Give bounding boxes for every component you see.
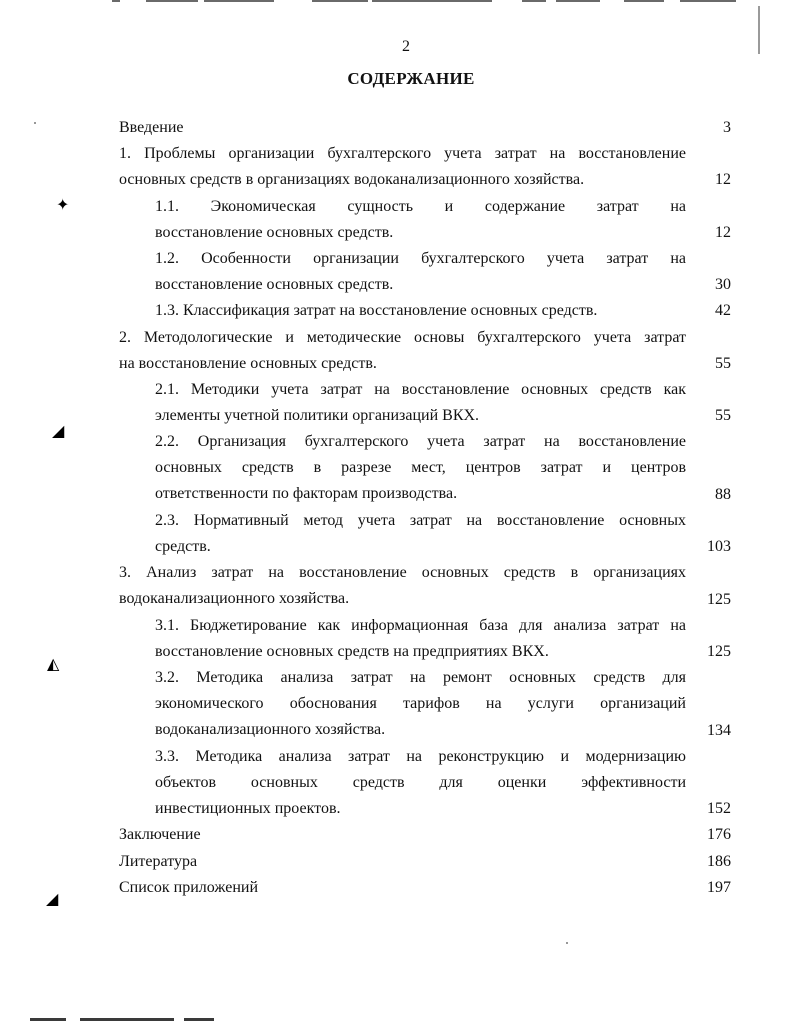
scan-edge-line [312, 0, 368, 2]
toc-entry-text: водоканализационного хозяйства. [155, 721, 386, 739]
toc-entry [119, 325, 686, 377]
toc-entry [155, 744, 686, 822]
toc-entry-text: 3.2. Методика анализа затрат на ремонт основных средств для [155, 669, 686, 687]
toc-entry-text: Заключение [119, 826, 201, 844]
toc-entry-text: 3. Анализ затрат на восстановление основных средств в организациях [119, 564, 686, 582]
toc-page-number: 103 [707, 538, 731, 556]
toc-page-number: 88 [715, 485, 731, 503]
scan-edge-line [624, 0, 664, 2]
toc-entry [119, 560, 686, 612]
scan-edge-line [80, 1018, 174, 1021]
toc-entry-text: Литература [119, 852, 198, 870]
toc-entry-text: основных средств в организациях водоканализационного хозяйства. [119, 171, 585, 189]
toc-entry-text: основных средств в разрезе мест, центров затрат и центров [155, 459, 686, 477]
toc-page-number: 42 [715, 302, 731, 320]
scan-edge-line [556, 0, 600, 2]
binding-mark-icon: ◢ [52, 421, 65, 440]
scan-speck [34, 122, 36, 124]
toc-entry-text: водоканализационного хозяйства. [119, 590, 350, 608]
toc-entry-text: восстановление основных средств. [155, 276, 394, 293]
toc-entry [155, 613, 686, 665]
toc-entry-text: 1. Проблемы организации бухгалтерского учета затрат на восстановление [119, 145, 686, 163]
toc-entry [119, 115, 686, 141]
toc-page-number: 186 [707, 852, 731, 870]
toc-page-number: 55 [715, 407, 731, 425]
toc-entry-text: экономического обоснования тарифов на услуги организаций [155, 695, 686, 713]
scan-edge-line [184, 1018, 214, 1021]
toc-entry [155, 429, 686, 507]
scan-edge-line [522, 0, 546, 2]
page-number: 2 [402, 38, 410, 55]
scan-speck [566, 942, 568, 944]
binding-mark-icon: ◭ [47, 654, 60, 673]
toc-page-number: 30 [715, 276, 731, 294]
binding-mark-icon: ✦ [56, 195, 70, 214]
toc-page-number: 134 [707, 721, 731, 739]
scan-edge-line [112, 0, 120, 2]
toc-entry-text: инвестиционных проектов. [155, 799, 341, 817]
toc-entry [155, 665, 686, 743]
toc-page-number: 152 [707, 800, 731, 818]
toc-entry-text: элементы учетной политики организаций ВКХ. [155, 407, 480, 424]
toc-entry-text: 2.1. Методики учета затрат на восстановление основных средств как [155, 381, 686, 398]
toc-entry [119, 875, 686, 901]
toc-entry [119, 822, 686, 848]
scan-edge-line [146, 0, 198, 2]
toc-page-number: 12 [715, 223, 731, 241]
toc-entry-text: Список приложений [119, 878, 259, 896]
scan-edge-line [680, 0, 736, 2]
toc-page-number: 12 [715, 171, 731, 189]
toc-entry [119, 141, 686, 193]
toc-entry-text: восстановление основных средств на предприятиях ВКХ. [155, 642, 549, 660]
toc-entry [155, 194, 686, 246]
toc-page-number: 55 [715, 354, 731, 372]
toc-entry-text: 2.3. Нормативный метод учета затрат на восстановление основных [155, 512, 686, 529]
toc-entry-text: 1.3. Классификация затрат на восстановление основных средств. [155, 302, 598, 320]
toc-page-number: 176 [707, 826, 731, 844]
scan-edge-line [204, 0, 274, 2]
binding-mark-icon: ◢ [46, 889, 59, 908]
toc-entry-text: 1.1. Экономическая сущность и содержание затрат на [155, 197, 686, 215]
toc-page-number: 3 [723, 119, 731, 136]
toc-entry-text: 3.1. Бюджетирование как информационная база для анализа затрат на [155, 616, 686, 634]
toc-entry-text: объектов основных средств для оценки эффективности [155, 773, 686, 791]
toc-entry-text: ответственности по факторам производства. [155, 485, 458, 503]
toc-entry-text: средств. [155, 538, 211, 555]
toc-entry-text: восстановление основных средств. [155, 223, 394, 241]
toc-entry [155, 246, 686, 298]
toc-entry-text: 2.2. Организация бухгалтерского учета затрат на восстановление [155, 433, 686, 451]
toc-entry-text: 3.3. Методика анализа затрат на реконструкцию и модернизацию [155, 747, 686, 765]
scan-edge-line [372, 0, 492, 2]
toc-page-number: 197 [707, 878, 731, 896]
toc-entry-text: 2. Методологические и методические основы бухгалтерского учета затрат [119, 328, 686, 346]
toc-entry-text: на восстановление основных средств. [119, 354, 377, 372]
toc-entry [155, 377, 686, 429]
page-title: СОДЕРЖАНИЕ [347, 69, 475, 88]
toc-entry-text: 1.2. Особенности организации бухгалтерского учета затрат на [155, 250, 686, 267]
scan-edge-line [30, 1018, 66, 1021]
toc-page-number: 125 [707, 590, 731, 608]
toc-page-number: 125 [707, 643, 731, 660]
toc-entry [155, 298, 686, 324]
toc-entry [155, 508, 686, 560]
toc-entry [119, 849, 686, 875]
toc-entry-text: Введение [119, 119, 184, 136]
